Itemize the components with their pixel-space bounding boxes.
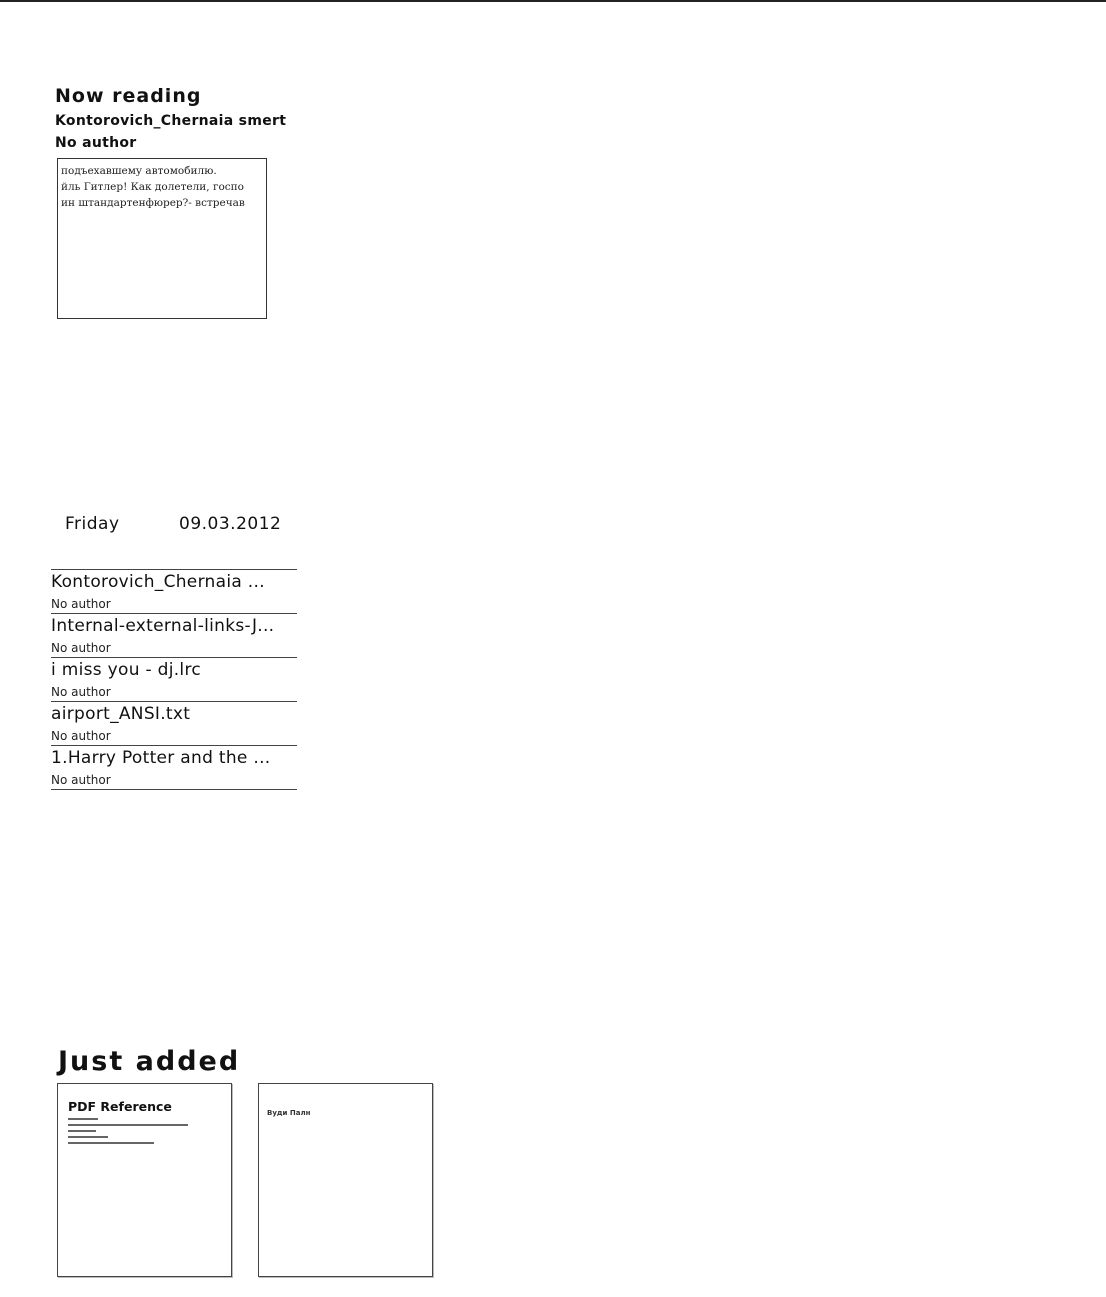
book-title: 1.Harry Potter and the ... [51,748,271,768]
book-title: i miss you - dj.lrc [51,660,202,680]
book-title: airport_ANSI.txt [51,704,191,724]
cover-title: Вуди Палн [267,1109,311,1117]
book-title: Internal-external-links-J... [51,616,275,636]
just-added-heading: Just added [58,1046,241,1077]
list-item[interactable] [51,702,297,746]
preview-line: ин штандартенфюрер?- встречав [61,197,245,209]
book-author: No author [51,685,111,699]
book-author: No author [51,597,111,611]
current-book-title[interactable]: Kontorovich_Chernaia smert [55,113,287,129]
date-label: 09.03.2012 [179,514,282,534]
cover-title: PDF Reference [68,1099,172,1114]
book-author: No author [51,729,111,743]
list-item[interactable] [51,658,297,702]
now-reading-section [55,84,355,209]
book-title: Kontorovich_Chernaia ... [51,572,265,592]
current-book-author: No author [55,135,137,151]
now-reading-heading: Now reading [55,85,202,107]
preview-line: йль Гитлер! Как долетели, госпо [61,181,244,193]
just-added-book-thumbnail[interactable] [258,1083,433,1277]
book-author: No author [51,773,111,787]
list-item[interactable] [51,614,297,658]
preview-line: подъехавшему автомобилю. [61,165,217,177]
cover-text-lines [68,1118,188,1148]
list-item[interactable] [51,570,297,614]
recent-books-list [51,569,297,790]
list-item[interactable] [51,746,297,790]
top-divider [0,0,1106,2]
weekday-label: Friday [65,514,120,534]
book-author: No author [51,641,111,655]
just-added-book-thumbnail[interactable] [57,1083,232,1277]
current-book-preview[interactable] [57,158,267,319]
